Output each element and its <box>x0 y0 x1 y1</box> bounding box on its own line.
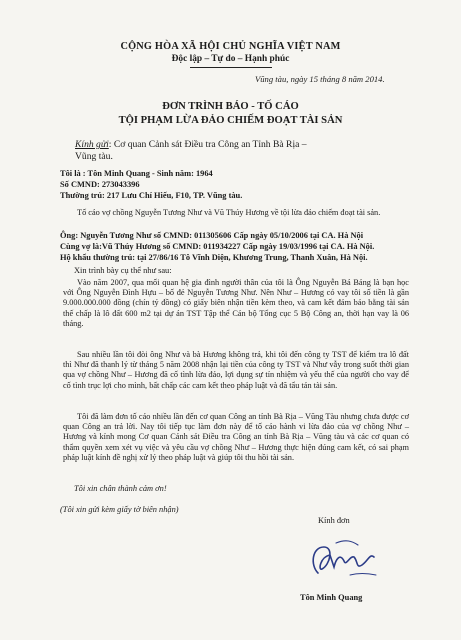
document-date: Vũng tàu, ngày 15 tháng 8 năm 2014. <box>255 74 385 84</box>
intro-paragraph: Tố cáo vợ chồng Nguyễn Tương Như và Vũ Thúy Hương về tội lừa đảo chiếm đoạt tài sản. <box>77 208 381 217</box>
handwritten-signature <box>300 535 395 589</box>
accused-wife: Cùng vợ là:Vũ Thúy Hương số CMND: 011934227 Cấp ngày 19/03/1996 tại CA. Hà Nội. <box>60 242 375 251</box>
thanks-line: Tôi xin chân thành cảm ơn! <box>74 484 167 493</box>
recipient-label: Kính gửi <box>75 139 109 150</box>
sender-name: Tôi là : Tôn Minh Quang - Sinh năm: 1964 <box>60 169 213 178</box>
request-line: Xin trình bày cụ thể như sau: <box>74 266 172 275</box>
document-subtitle: TỘI PHẠM LỪA ĐẢO CHIẾM ĐOẠT TÀI SẢN <box>118 115 343 126</box>
document-title: ĐƠN TRÌNH BÁO - TỐ CÁO <box>162 101 299 112</box>
recipient <box>75 139 405 163</box>
republic-header: CỘNG HÒA XÃ HỘI CHỦ NGHĨA VIỆT NAM <box>120 41 341 52</box>
recipient-text-cont: Vũng tàu. <box>75 151 113 162</box>
attachment-note: (Tôi xin gửi kèm giấy tờ biên nhận) <box>60 505 179 514</box>
signer-name: Tôn Minh Quang <box>300 593 363 602</box>
paragraph-complaint: Sau nhiều lần tôi đòi ông Như và bà Hương không trả, khi tôi đến công ty TST để kiểm tra lô đất thì Như đã thanh lý từ tháng 5 năm 2008 nhận lại tiền của công ty TST và Như vẫy trong suốt thời gian qua vợ chồng Như – Hương đã cố tình lừa đảo, lợi dụng sự tín nhiệm và yếu thế của người cho vay để cố tình trục lợi cho mình, bất chấp các cam kết theo pháp luật và đã tẩu tán tài sản. <box>63 350 409 390</box>
paragraph-loan: Vào năm 2007, qua mối quan hệ gia đình người thân của tôi là Ông Nguyễn Bá Bảng là bạn học với Ông Nguyễn Đình Hựu – bố đẻ Nguyễn Tương Như. Nên Như – Hương có vay tôi số tiền là gần 9.000.000.000 đồng (chín tỷ đồng) có giấy biên nhận tiền kèm theo, và cam kết đảm bảo bằng tài sản thế chấp là lô đất 600 m2 tại dự án TST Tập thể Cán bộ Tổng cục 5 Bộ Công an, thời hạn vay là 06 tháng. <box>63 278 409 328</box>
recipient-text: : Cơ quan Cảnh sát Điều tra Công an Tỉnh Bà Rịa – <box>108 139 307 150</box>
accused-address: Hộ khẩu thường trú: tại 27/86/16 Tô Vĩnh Diện, Khương Trung, Thanh Xuân, Hà Nội. <box>60 253 368 262</box>
sender-id: Số CMND: 273043396 <box>60 180 140 189</box>
sender-address: Thường trú: 217 Lưu Chí Hiếu, F10, TP. Vũng tàu. <box>60 191 243 200</box>
motto-underline <box>190 67 272 68</box>
motto: Độc lập – Tự do – Hạnh phúc <box>171 54 290 64</box>
signature-label: Kính đơn <box>318 516 350 525</box>
paragraph-request: Tôi đã làm đơn tố cáo nhiều lần đến cơ quan Công an tỉnh Bà Rịa – Vũng Tàu nhưng chưa được cơ quan Công an trả lời. Nay tôi tiếp tục làm đơn này để tố cáo hành vi lừa đảo của vợ chồng Như – Hương và kính mong Cơ quan Cảnh sát Điều tra Công an tỉnh Bà Rịa – Vũng tàu và các cơ quan có thẩm quyền xem xét vụ việc và yêu cầu vợ chồng Như – Hương thực hiện đúng cam kết, có sai phạm pháp luật kính đề nghị xử lý theo pháp luật và giúp tôi thu hồi tài sản. <box>63 412 409 462</box>
accused-husband: Ông: Nguyễn Tương Như số CMND: 011305606 Cấp ngày 05/10/2006 tại CA. Hà Nội <box>60 231 364 240</box>
